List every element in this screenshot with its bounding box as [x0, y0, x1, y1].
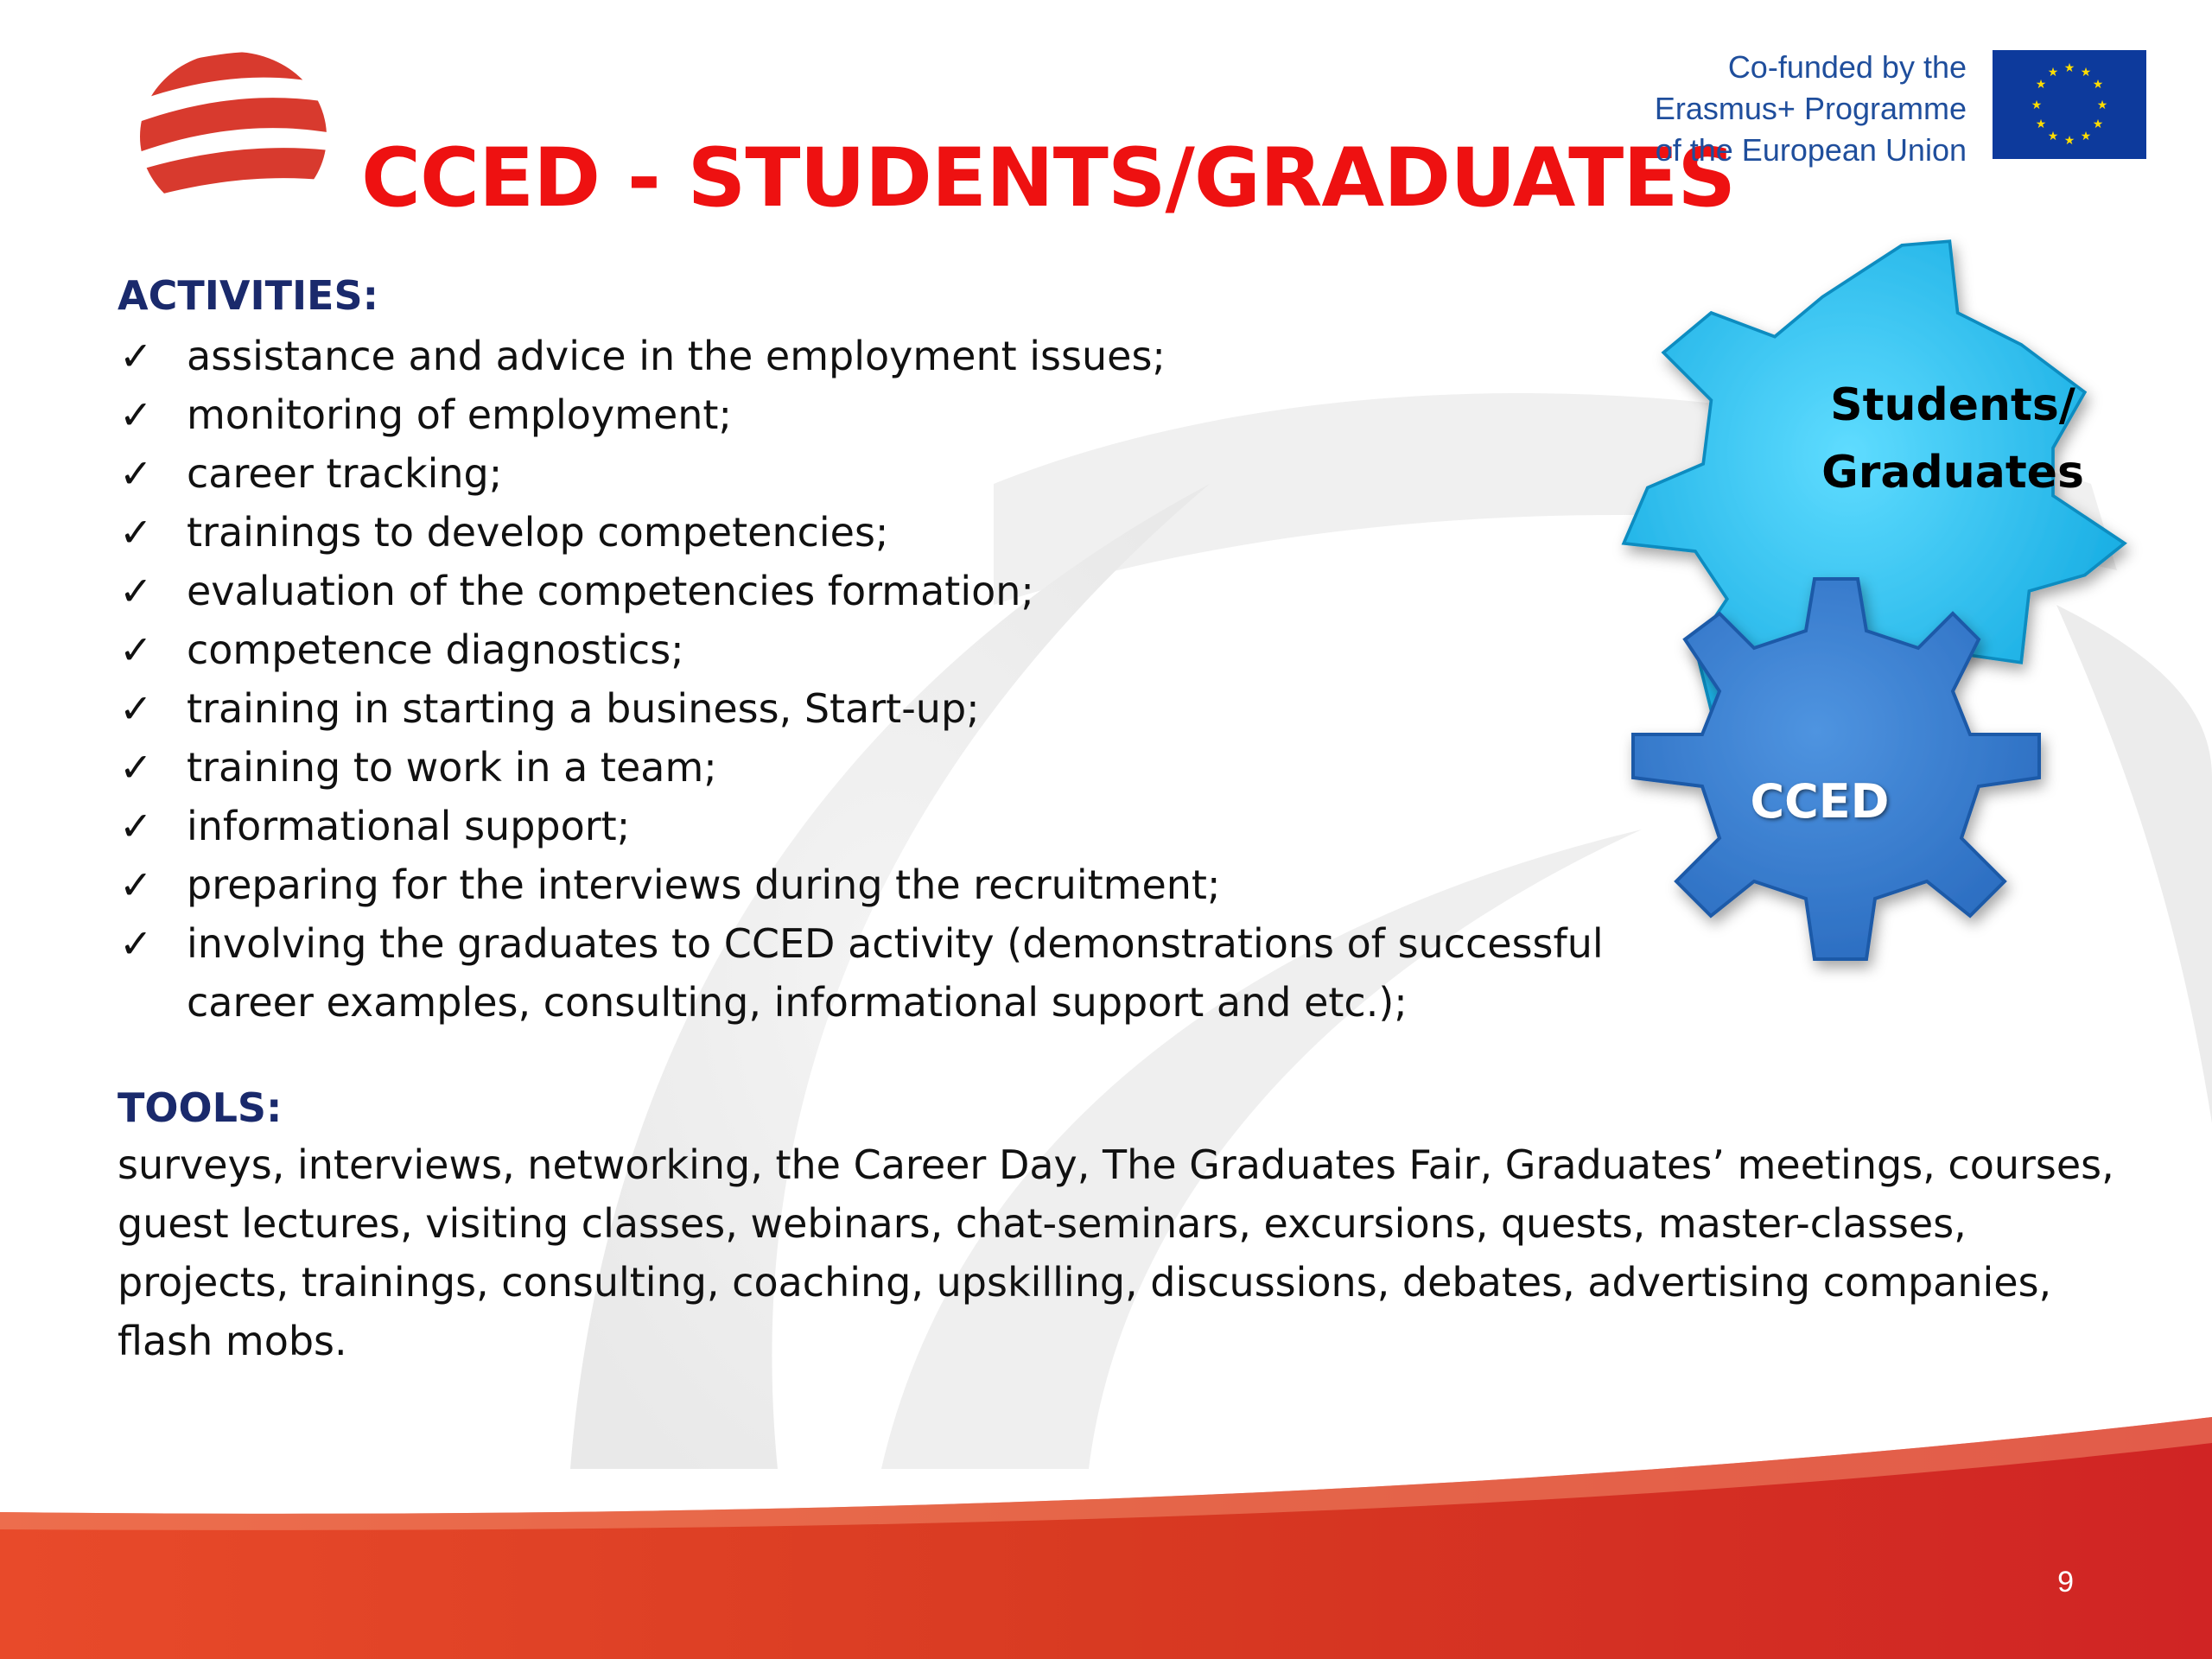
- gear-students-label: [1789, 372, 2117, 506]
- gear-students-label-line-2: Graduates: [1821, 447, 2084, 499]
- activities-heading: ACTIVITIES:: [118, 272, 379, 319]
- activity-text: preparing for the interviews during the recruitment;: [187, 861, 1221, 908]
- activity-item: [118, 562, 1656, 620]
- gear-students-label-line-1: Students/: [1830, 379, 2075, 431]
- eu-flag-icon: [1993, 50, 2146, 159]
- page-number: 9: [2057, 1566, 2074, 1599]
- eu-funding-line-1: Co-funded by the: [1727, 49, 1967, 85]
- svg-text:★: ★: [2080, 66, 2092, 79]
- check-icon: ✓: [119, 391, 153, 438]
- activity-text: competence diagnostics;: [187, 626, 684, 673]
- svg-text:★: ★: [2096, 99, 2108, 112]
- activity-text: evaluation of the competencies formation;: [187, 568, 1034, 614]
- tools-text: surveys, interviews, networking, the Career Day, The Graduates Fair, Graduates’ meetings, courses, guest lectures, visiting classes, webinars, chat-seminars, excursions, quests, master-classes, projects, trainings, consulting, coaching, upskilling, discussions, debates, advertising companies, flash mobs.: [118, 1141, 2114, 1364]
- activity-item: [118, 620, 1656, 679]
- svg-text:★: ★: [2080, 130, 2092, 143]
- activity-item: [118, 503, 1656, 562]
- activity-item: [118, 797, 1656, 855]
- check-icon: ✓: [119, 509, 153, 556]
- check-icon: ✓: [119, 744, 153, 791]
- check-icon: ✓: [119, 803, 153, 849]
- activity-item: [118, 385, 1656, 444]
- svg-text:★: ★: [2063, 134, 2075, 148]
- activity-text: assistance and advice in the employment issues;: [187, 333, 1166, 379]
- activity-text: career tracking;: [187, 450, 503, 497]
- eu-funding-text: [1604, 47, 1967, 171]
- tools-heading: TOOLS:: [118, 1084, 283, 1131]
- activity-text: training to work in a team;: [187, 744, 717, 791]
- activity-item: [118, 327, 1656, 385]
- check-icon: ✓: [119, 626, 153, 673]
- check-icon: ✓: [119, 333, 153, 379]
- gears-diagram: [1581, 233, 2152, 1046]
- check-icon: ✓: [119, 685, 153, 732]
- activity-item: [118, 738, 1656, 797]
- activity-text: informational support;: [187, 803, 631, 849]
- activity-item: [118, 679, 1656, 738]
- svg-text:★: ★: [2047, 130, 2059, 143]
- check-icon: ✓: [119, 861, 153, 908]
- check-icon: ✓: [119, 450, 153, 497]
- svg-text:★: ★: [2031, 99, 2043, 112]
- activities-list: [118, 327, 1656, 1032]
- activity-text: involving the graduates to CCED activity (demonstrations of successful career examples, consulting, informational support and etc.);: [187, 920, 1604, 1026]
- footer-band: [0, 1382, 2212, 1659]
- activity-text: monitoring of employment;: [187, 391, 732, 438]
- svg-text:★: ★: [2047, 66, 2059, 79]
- activity-item: [118, 444, 1656, 503]
- eu-funding-line-2: Erasmus+ Programme: [1654, 91, 1967, 126]
- eu-funding-line-3: of the European Union: [1655, 132, 1967, 168]
- activity-item: [118, 914, 1656, 1032]
- check-icon: ✓: [119, 920, 153, 967]
- slide-title: CCED - STUDENTS/GRADUATES: [361, 131, 1736, 226]
- svg-text:★: ★: [2092, 78, 2104, 92]
- logo-sphere: [130, 43, 337, 225]
- activity-text: training in starting a business, Start-up;: [187, 685, 980, 732]
- svg-text:★: ★: [2092, 118, 2104, 131]
- svg-text:★: ★: [2035, 78, 2047, 92]
- check-icon: ✓: [119, 568, 153, 614]
- svg-text:★: ★: [2035, 118, 2047, 131]
- svg-text:★: ★: [2063, 61, 2075, 75]
- activity-text: trainings to develop competencies;: [187, 509, 889, 556]
- gear-cced-label: CCED: [1750, 774, 1890, 829]
- activity-item: [118, 855, 1656, 914]
